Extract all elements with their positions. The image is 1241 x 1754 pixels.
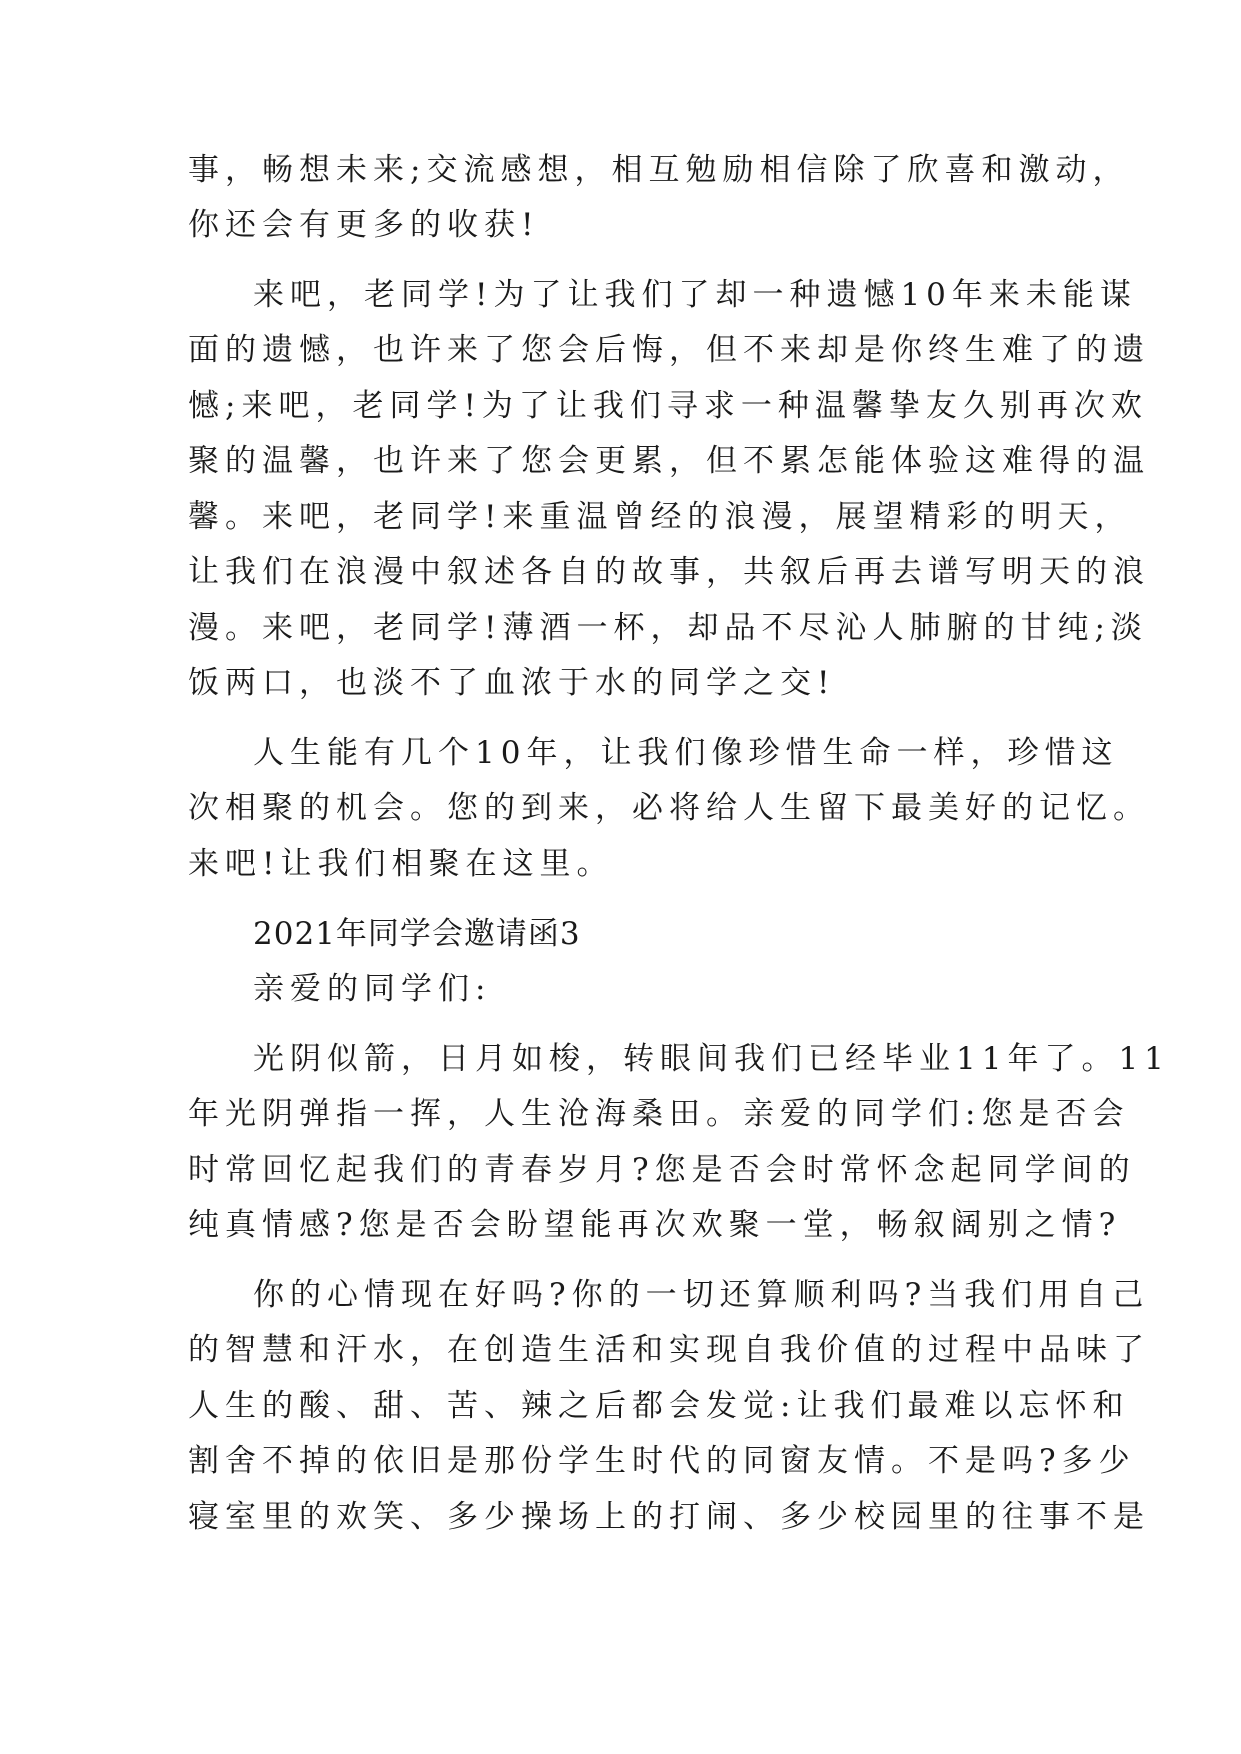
text-line: 事，畅想未来;交流感想，相互勉励相信除了欣喜和激动， [188,152,1130,188]
paragraph-line: 人生能有几个10年，让我们像珍惜生命一样，珍惜这 [253,735,1119,771]
text-line: 割舍不掉的依旧是那份学生时代的同窗友情。不是吗?多少 [188,1443,1136,1479]
text-line: 的智慧和汗水，在创造生活和实现自我价值的过程中品味了 [188,1332,1150,1368]
paragraph-line: 你的心情现在好吗?你的一切还算顺利吗?当我们用自己 [253,1277,1150,1313]
text-line: 聚的温馨，也许来了您会更累，但不累怎能体验这难得的温 [188,443,1150,479]
text-line: 年光阴弹指一挥，人生沧海桑田。亲爱的同学们:您是否会 [188,1096,1130,1132]
text-line: 馨。来吧，老同学!来重温曾经的浪漫，展望精彩的明天， [188,499,1132,535]
text-line: 你还会有更多的收获! [188,207,540,243]
text-line: 漫。来吧，老同学!薄酒一杯，却品不尽沁人肺腑的甘纯;淡 [188,610,1148,646]
section-heading: 2021年同学会邀请函3 [253,916,581,952]
salutation: 亲爱的同学们: [253,971,492,1007]
text-line: 饭两口，也淡不了血浓于水的同学之交! [188,665,836,701]
paragraph-line: 来吧，老同学!为了让我们了却一种遗憾10年来未能谋 [253,277,1137,313]
text-line: 面的遗憾，也许来了您会后悔，但不来却是你终生难了的遗 [188,332,1150,368]
text-line: 纯真情感?您是否会盼望能再次欢聚一堂，畅叙阔别之情? [188,1207,1122,1243]
text-line: 寝室里的欢笑、多少操场上的打闹、多少校园里的往事不是 [188,1499,1150,1535]
text-line: 时常回忆起我们的青春岁月?您是否会时常怀念起同学间的 [188,1152,1136,1188]
text-line: 来吧!让我们相聚在这里。 [188,846,614,882]
text-line: 人生的酸、甜、苦、辣之后都会发觉:让我们最难以忘怀和 [188,1388,1130,1424]
paragraph-line: 光阴似箭，日月如梭，转眼间我们已经毕业11年了。11 [253,1041,1170,1077]
text-line: 次相聚的机会。您的到来，必将给人生留下最美好的记忆。 [188,790,1150,826]
text-line: 让我们在浪漫中叙述各自的故事，共叙后再去谱写明天的浪 [188,554,1150,590]
text-line: 憾;来吧，老同学!为了让我们寻求一种温馨挚友久别再次欢 [188,388,1148,424]
